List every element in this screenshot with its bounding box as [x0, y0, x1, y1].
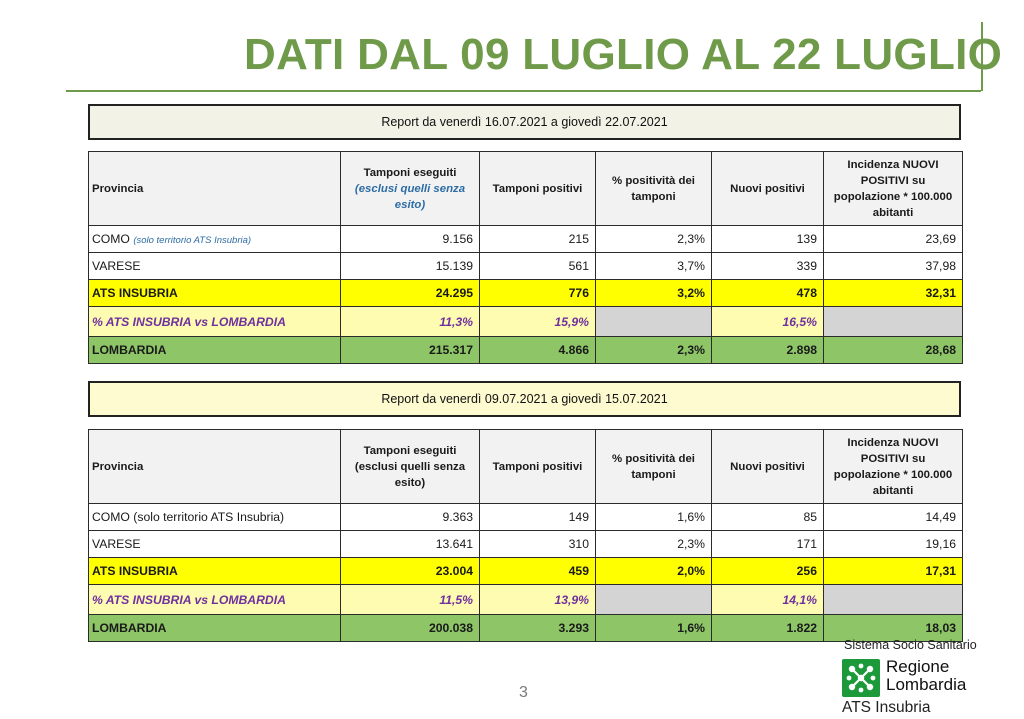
row-name: VARESE: [89, 253, 341, 280]
regione-lombardia-logo: [838, 638, 1018, 719]
header-incidenza: Incidenza NUOVI POSITIVI su popolazione * 100.000 abitanti: [824, 430, 963, 504]
cell-positivi: 3.293: [480, 615, 596, 642]
cell-nuovi: 16,5%: [712, 307, 824, 337]
cell-perc: 3,7%: [596, 253, 712, 280]
header-nuovi-positivi: Nuovi positivi: [712, 152, 824, 226]
cell-incidenza: 37,98: [824, 253, 963, 280]
cell-tamponi: 23.004: [341, 558, 480, 585]
table-row-varese: [89, 253, 963, 280]
row-name: [89, 226, 341, 253]
cell-perc: 2,3%: [596, 337, 712, 364]
cell-incidenza: 14,49: [824, 504, 963, 531]
cell-tamponi: 13.641: [341, 531, 480, 558]
regione-lombardia-rose-icon: [842, 659, 880, 697]
cell-perc: 1,6%: [596, 504, 712, 531]
cell-positivi: 776: [480, 280, 596, 307]
row-name: COMO (solo territorio ATS Insubria): [89, 504, 341, 531]
header-provincia: Provincia: [89, 430, 341, 504]
row-name: VARESE: [89, 531, 341, 558]
table-header-row: [89, 430, 963, 504]
cell-tamponi: 9.156: [341, 226, 480, 253]
header-tamponi-eseguiti-note: (esclusi quelli senza esito): [354, 182, 466, 211]
table-row-ats-insubria: [89, 280, 963, 307]
table-row-lombardia: [89, 615, 963, 642]
cell-incidenza: 17,31: [824, 558, 963, 585]
cell-perc: 3,2%: [596, 280, 712, 307]
table-row-ats-vs-lombardia: [89, 307, 963, 337]
row-name: ATS INSUBRIA: [89, 280, 341, 307]
header-tamponi-eseguiti-note: (esclusi quelli senza esito): [354, 460, 466, 489]
row-name: % ATS INSUBRIA vs LOMBARDIA: [89, 585, 341, 615]
cell-nuovi: 2.898: [712, 337, 824, 364]
cell-tamponi: 11,5%: [341, 585, 480, 615]
cell-empty: [824, 307, 963, 337]
cell-nuovi: 339: [712, 253, 824, 280]
cell-incidenza: 23,69: [824, 226, 963, 253]
title-underline: [66, 90, 981, 92]
cell-positivi: 310: [480, 531, 596, 558]
cell-nuovi: 256: [712, 558, 824, 585]
logo-region-text: Regione: [886, 657, 950, 676]
title-side-rule: [981, 22, 983, 91]
cell-positivi: 215: [480, 226, 596, 253]
row-name: ATS INSUBRIA: [89, 558, 341, 585]
cell-perc: 2,0%: [596, 558, 712, 585]
table-row-varese: [89, 531, 963, 558]
cell-nuovi: 139: [712, 226, 824, 253]
cell-nuovi: 85: [712, 504, 824, 531]
report-2-table: [88, 429, 963, 642]
row-name: LOMBARDIA: [89, 337, 341, 364]
header-incidenza: Incidenza NUOVI POSITIVI su popolazione * 100.000 abitanti: [824, 152, 963, 226]
cell-empty: [596, 585, 712, 615]
cell-tamponi: 15.139: [341, 253, 480, 280]
table-row-ats-vs-lombardia: [89, 585, 963, 615]
table-row-como: [89, 226, 963, 253]
header-tamponi-eseguiti-label: Tamponi eseguiti: [363, 166, 457, 179]
header-positivita: % positività dei tamponi: [596, 152, 712, 226]
row-name: LOMBARDIA: [89, 615, 341, 642]
cell-empty: [824, 585, 963, 615]
table-row-lombardia: [89, 337, 963, 364]
cell-nuovi: 171: [712, 531, 824, 558]
cell-positivi: 459: [480, 558, 596, 585]
cell-tamponi: 200.038: [341, 615, 480, 642]
cell-positivi: 15,9%: [480, 307, 596, 337]
cell-tamponi: 11,3%: [341, 307, 480, 337]
cell-positivi: 13,9%: [480, 585, 596, 615]
cell-tamponi: 24.295: [341, 280, 480, 307]
cell-incidenza: 32,31: [824, 280, 963, 307]
header-nuovi-positivi: Nuovi positivi: [712, 430, 824, 504]
cell-positivi: 149: [480, 504, 596, 531]
logo-system-text: Sistema Socio Sanitario: [844, 638, 977, 652]
cell-positivi: 4.866: [480, 337, 596, 364]
cell-perc: 2,3%: [596, 531, 712, 558]
row-name: % ATS INSUBRIA vs LOMBARDIA: [89, 307, 341, 337]
cell-positivi: 561: [480, 253, 596, 280]
logo-lombardia-text: Lombardia: [886, 675, 967, 694]
cell-perc: 1,6%: [596, 615, 712, 642]
page-number: 3: [519, 684, 528, 701]
cell-tamponi: 9.363: [341, 504, 480, 531]
report-1-header: Report da venerdì 16.07.2021 a giovedì 22.07.2021: [88, 104, 961, 140]
header-tamponi-eseguiti: [341, 430, 480, 504]
cell-incidenza: 28,68: [824, 337, 963, 364]
cell-incidenza: 19,16: [824, 531, 963, 558]
logo-ats-text: ATS Insubria: [842, 699, 931, 716]
cell-incidenza: 18,03: [824, 615, 963, 642]
table-row-ats-insubria: [89, 558, 963, 585]
header-tamponi-positivi: Tamponi positivi: [480, 430, 596, 504]
header-tamponi-eseguiti: [341, 152, 480, 226]
row-name-note: (solo territorio ATS Insubria): [133, 235, 252, 246]
report-2-header: Report da venerdì 09.07.2021 a giovedì 15.07.2021: [88, 381, 961, 417]
page-title: DATI DAL 09 LUGLIO AL 22 LUGLIO: [244, 30, 1003, 79]
header-tamponi-eseguiti-label: Tamponi eseguiti: [363, 444, 457, 457]
cell-nuovi: 14,1%: [712, 585, 824, 615]
cell-perc: 2,3%: [596, 226, 712, 253]
cell-empty: [596, 307, 712, 337]
header-positivita: % positività dei tamponi: [596, 430, 712, 504]
cell-nuovi: 478: [712, 280, 824, 307]
table-row-como: [89, 504, 963, 531]
header-tamponi-positivi: Tamponi positivi: [480, 152, 596, 226]
table-header-row: [89, 152, 963, 226]
row-name-label: COMO: [92, 232, 130, 246]
cell-tamponi: 215.317: [341, 337, 480, 364]
header-provincia: Provincia: [89, 152, 341, 226]
report-1-table: [88, 151, 963, 364]
cell-nuovi: 1.822: [712, 615, 824, 642]
